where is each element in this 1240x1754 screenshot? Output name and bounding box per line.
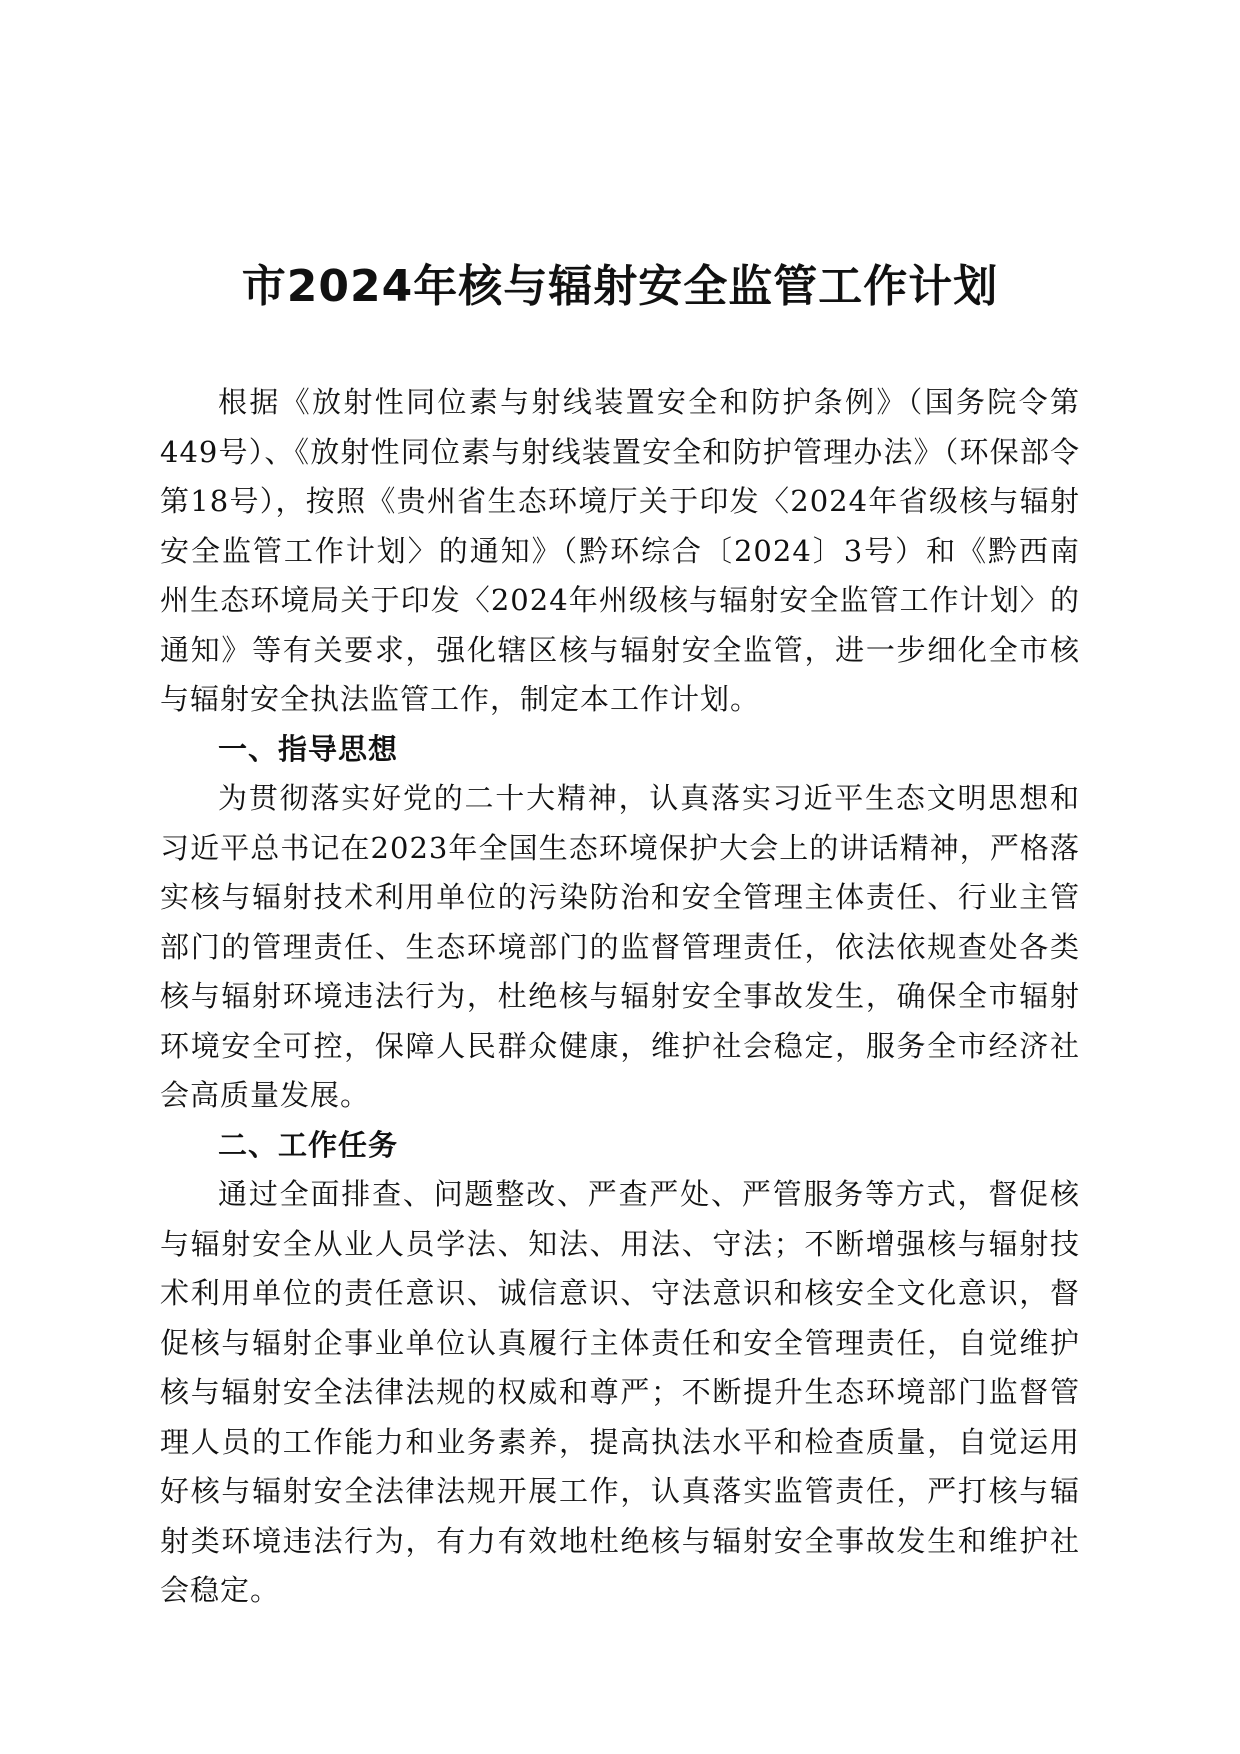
document-title: 市2024年核与辐射安全监管工作计划: [241, 261, 999, 312]
section-heading-guiding-ideology: 一、指导思想: [218, 731, 399, 766]
intro-paragraph: 根据《放射性同位素与射线装置安全和防护条例》（国务院令第449号）、《放射性同位素与射线装置安全和防护管理办法》（环保部令第18号），按照《贵州省生态环境厅关于印发〈2024年省级核与辐射安全监管工作计划〉的通知》（黔环综合〔2024〕3号）和《黔西南州生态环境局关于印发〈2024年州级核与辐射安全监管工作计划〉的通知》等有关要求，强化辖区核与辐射安全监管，进一步细化全市核与辐射安全执法监管工作，制定本工作计划。: [160, 385, 1080, 716]
section-body-work-tasks: 通过全面排查、问题整改、严查严处、严管服务等方式，督促核与辐射安全从业人员学法、知法、用法、守法；不断增强核与辐射技术利用单位的责任意识、诚信意识、守法意识和核安全文化意识，督促核与辐射企事业单位认真履行主体责任和安全管理责任，自觉维护核与辐射安全法律法规的权威和尊严；不断提升生态环境部门监督管理人员的工作能力和业务素养，提高执法水平和检查质量，自觉运用好核与辐射安全法律法规开展工作，认真落实监管责任，严打核与辐射类环境违法行为，有力有效地杜绝核与辐射安全事故发生和维护社会稳定。: [160, 1177, 1080, 1607]
document-body: [160, 378, 1080, 1616]
section-heading-work-tasks: 二、工作任务: [218, 1127, 399, 1162]
section-body-guiding-ideology: 为贯彻落实好党的二十大精神，认真落实习近平生态文明思想和习近平总书记在2023年全国生态环境保护大会上的讲话精神，严格落实核与辐射技术利用单位的污染防治和安全管理主体责任、行业主管部门的管理责任、生态环境部门的监督管理责任，依法依规查处各类核与辐射环境违法行为，杜绝核与辐射安全事故发生，确保全市辐射环境安全可控，保障人民群众健康，维护社会稳定，服务全市经济社会高质量发展。: [160, 781, 1080, 1112]
